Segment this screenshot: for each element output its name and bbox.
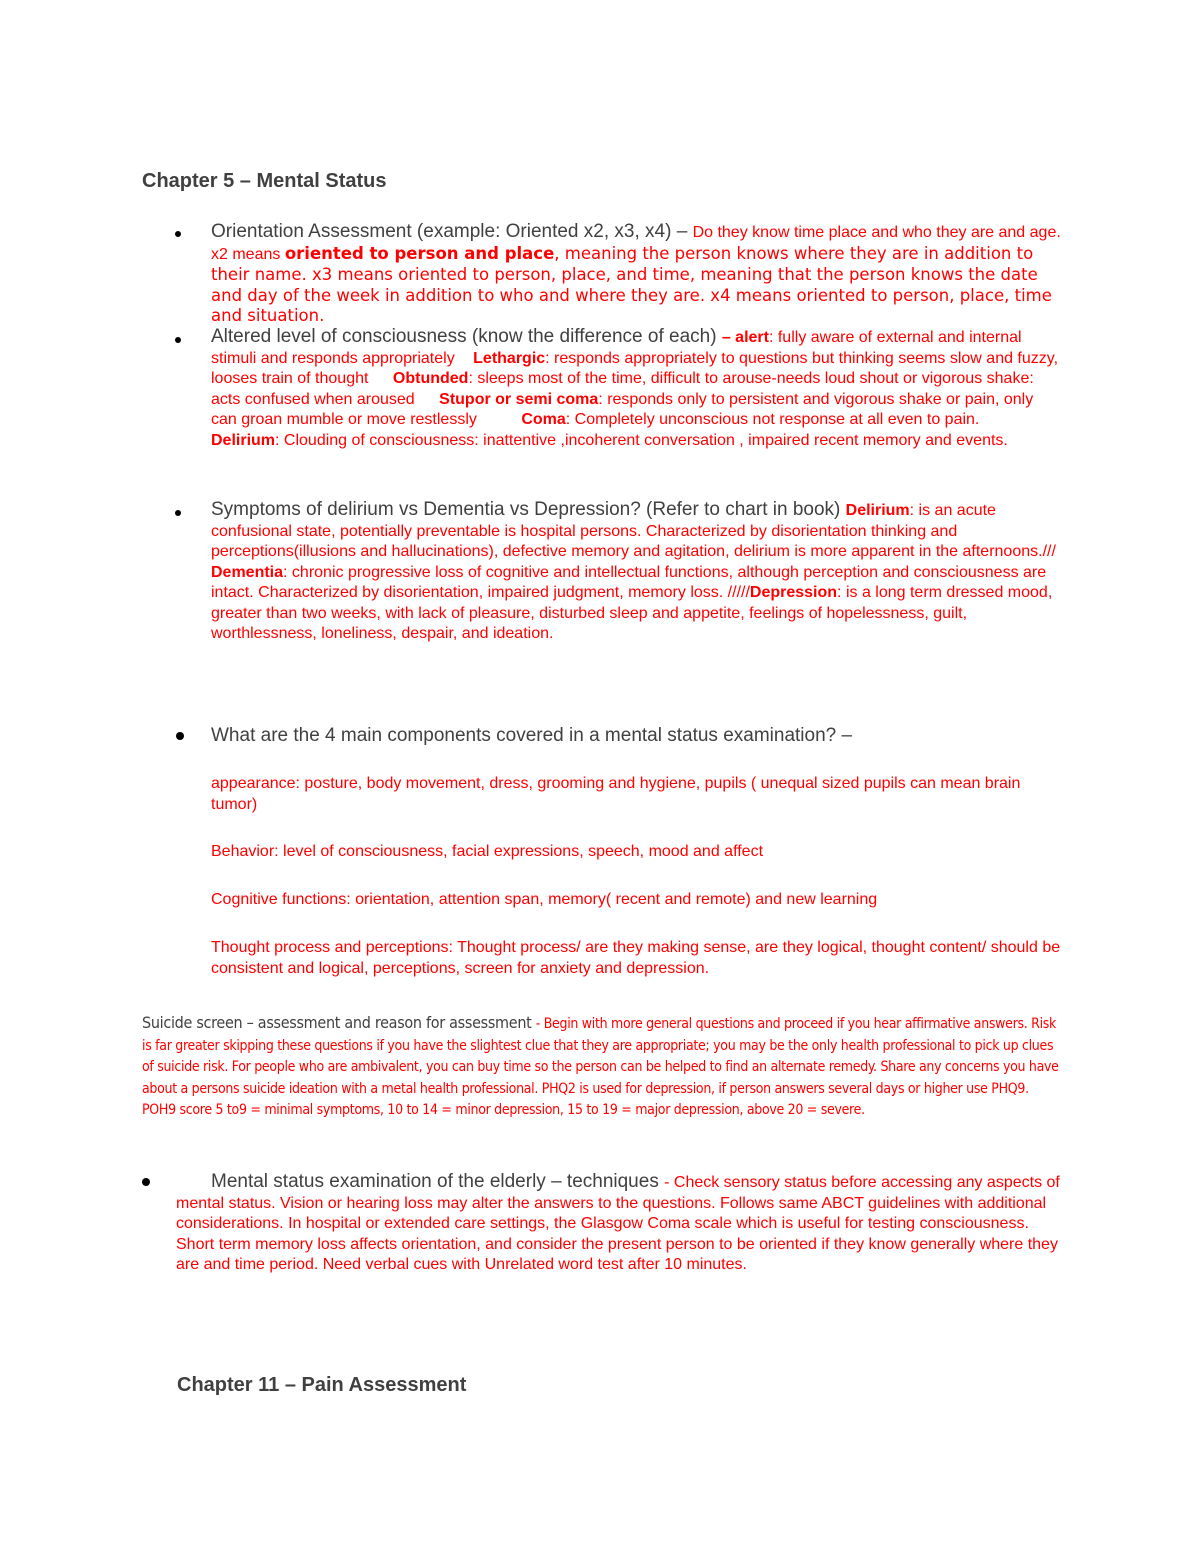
def-dementia: : chronic progressive loss of cognitive and intellectual functions, although perception and consciousness are intact. Characterized by disorientation, impaired judgment, memory loss. ///// xyxy=(211,563,1047,601)
component-behavior: Behavior: level of consciousness, facial expressions, speech, mood and affect xyxy=(211,843,764,860)
term-delirium: Delirium xyxy=(211,431,276,449)
suicide-heading: Suicide screen – assessment and reason for assessment xyxy=(142,1013,536,1032)
component-thought: Thought process and perceptions: Thought process/ are they making sense, are they logical, thought content/ should be consistent and logical, perceptions, screen for anxiety and depression. xyxy=(211,939,1061,977)
orientation-answer-bold: oriented to person and place xyxy=(284,243,555,263)
component-appearance: appearance: posture, body movement, dress, grooming and hygiene, pupils ( unequal sized pupils can mean brain tumor) xyxy=(211,775,1021,813)
component-cognitive: Cognitive functions: orientation, attention span, memory( recent and remote) and new learning xyxy=(211,891,878,908)
elderly-question: Mental status examination of the elderly – techniques xyxy=(211,1171,665,1192)
term-depression: Depression xyxy=(749,584,838,601)
symptoms-item xyxy=(211,500,1061,645)
def-lethargic: : responds appropriately to questions but thinking seems slow and fuzzy, looses train of thought xyxy=(211,349,1059,387)
orientation-item xyxy=(211,221,1061,327)
orientation-question: Orientation Assessment (example: Oriented x2, x3, x4) – xyxy=(211,221,693,242)
def-depression: : is a long term dressed mood, greater than two weeks, with lack of pleasure, disturbed sleep and appetite, feelings of hopelessness, guilt, worthlessness, loneliness, despair, and ideation. xyxy=(211,584,1053,642)
components-question: What are the 4 main components covered in a mental status examination? – xyxy=(211,725,853,746)
dash: – xyxy=(721,329,736,346)
consciousness-question: Altered level of consciousness (know the difference of each) xyxy=(211,326,722,347)
bullet-icon xyxy=(142,1178,150,1186)
orientation-answer-start: Do they know time place and who they are and age. x2 means xyxy=(211,224,1061,263)
def-delirium: : Clouding of consciousness: inattentive ,incoherent conversation , impaired recent memory and events. xyxy=(275,431,1008,449)
term-obtunded: Obtunded xyxy=(392,370,469,387)
term-stupor: Stupor or semi coma xyxy=(439,390,599,408)
def-obtunded: : sleeps most of the time, difficult to arouse-needs loud shout or vigorous shake: acts confused when aroused xyxy=(211,370,1034,408)
term-dementia: Dementia xyxy=(211,563,284,581)
bullet-icon xyxy=(175,510,181,516)
def-stupor: : responds only to persistent and vigorous shake or pain, only can groan mumble or move restlessly xyxy=(211,390,1034,428)
bullet-icon xyxy=(175,231,181,237)
symptoms-question: Symptoms of delirium vs Dementia vs Depression? (Refer to chart in book) xyxy=(211,499,846,520)
term-lethargic: Lethargic xyxy=(473,349,546,367)
chapter-5-title: Chapter 5 – Mental Status xyxy=(142,170,387,192)
term-delirium-2: Delirium xyxy=(845,502,910,519)
orientation-answer-rest: , meaning the person knows where they are in addition to their name. x3 means oriented to person, place, and time, meaning that the person knows the date and day of the week in addition to who and where they are. x4 means oriented to person, place, time and situation. xyxy=(211,243,1052,325)
elderly-item xyxy=(176,1172,1066,1276)
term-coma: Coma xyxy=(521,411,566,428)
chapter-11-title: Chapter 11 – Pain Assessment xyxy=(177,1374,467,1396)
consciousness-item xyxy=(211,327,1061,451)
suicide-screen-section xyxy=(142,1012,1062,1122)
suicide-text: - Begin with more general questions and proceed if you hear affirmative answers. Risk is far greater skipping these questions if you have the slightest clue that they are appropriate; you may be the only health professional to pick up clues of suicide risk. For people who are ambivalent, you can buy time so the person can be helped to find an alternate remedy. Share any concerns you have about a persons suicide ideation with a metal health professional. PHQ2 is used for depression, if person answers several days or higher use PHQ9. POH9 score 5 to9 = minimal symptoms, 10 to 14 = minor depression, 15 to 19 = major depression, above 20 = severe. xyxy=(142,1016,1059,1118)
def-delirium-2: : is an acute confusional state, potentially preventable is hospital persons. Characterized by disorientation thinking and perceptions(illusions and hallucinations), defective memory and agitation, delirium is more apparent in the afternoons./// xyxy=(211,502,1056,560)
def-alert: : fully aware of external and internal stimuli and responds appropriately xyxy=(211,329,1022,367)
elderly-text: - Check sensory status before accessing any aspects of mental status. Vision or hearing loss may alter the answers to the questions. Follows same ABCT guidelines with additional considerations. In hospital or extended care settings, the Glasgow Coma scale which is useful for testing consciousness. Short term memory loss affects orientation, and consider the present person to be oriented if they know generally where they are and time period. Need verbal cues with Unrelated word test after 10 minutes. xyxy=(176,1174,1060,1273)
bullet-icon xyxy=(175,337,181,343)
term-alert: alert xyxy=(735,329,769,346)
def-coma: : Completely unconscious not response at all even to pain. xyxy=(565,411,984,428)
bullet-icon xyxy=(176,732,184,740)
